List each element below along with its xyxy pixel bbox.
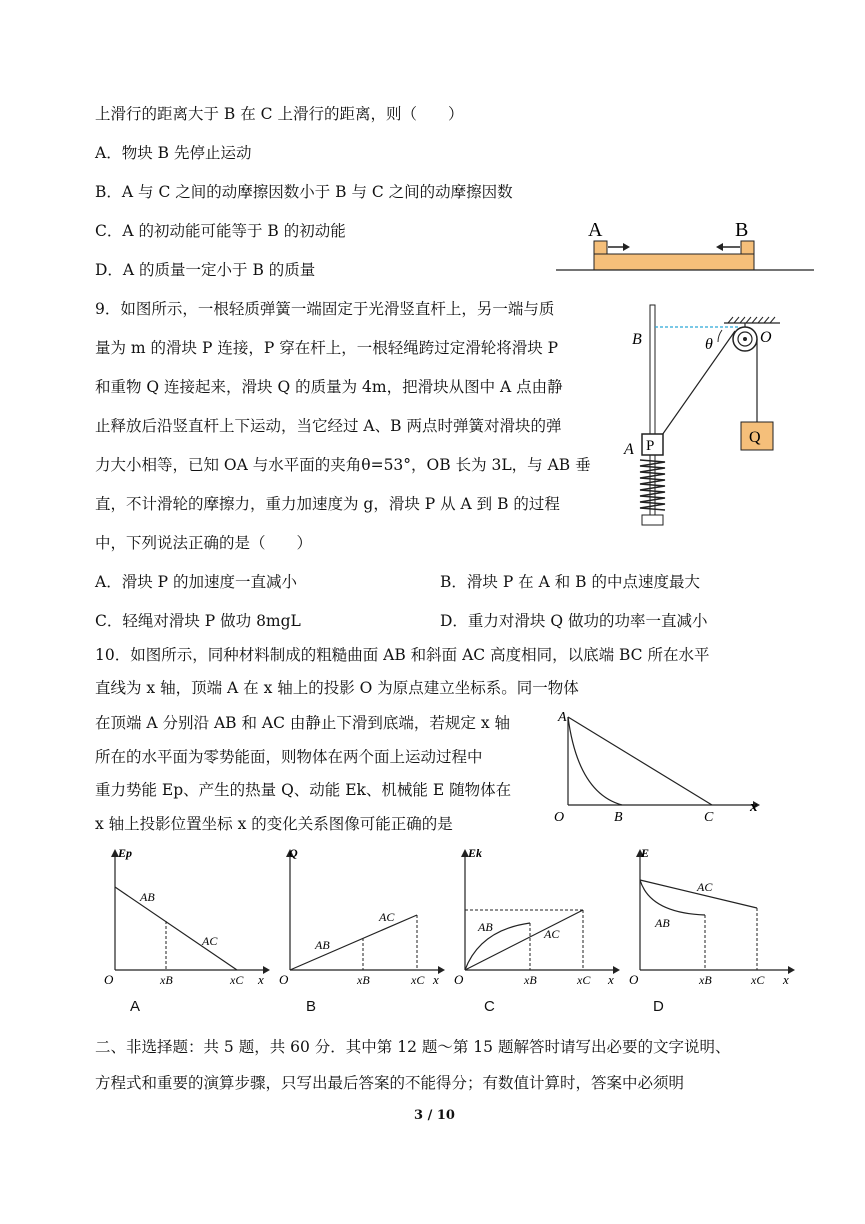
svg-text:x: x [783, 972, 789, 987]
svg-text:xC: xC [411, 973, 425, 987]
svg-text:B: B [614, 810, 623, 825]
q8-option-d: D．A 的质量一定小于 B 的质量 [95, 261, 316, 279]
svg-text:xC: xC [751, 973, 765, 987]
q8-option-b: B．A 与 C 之间的动摩擦因数小于 B 与 C 之间的动摩擦因数 [95, 183, 513, 201]
arrow-right-icon [623, 243, 630, 251]
svg-text:P: P [646, 438, 655, 454]
graph-b-label: B [306, 998, 317, 1015]
vertical-rod [650, 305, 655, 515]
q8-stem-tail: 上滑行的距离大于 B 在 C 上滑行的距离，则（ ） [95, 105, 464, 123]
graph-d-label: D [653, 998, 664, 1015]
svg-text:AB: AB [655, 916, 670, 930]
q9-option-a: A．滑块 P 的加速度一直减小 [95, 573, 297, 591]
svg-text:x: x [750, 799, 758, 815]
svg-text:C: C [704, 810, 714, 825]
svg-text:xB: xB [524, 973, 537, 987]
q9-option-b: B．滑块 P 在 A 和 B 的中点速度最大 [440, 573, 700, 591]
q9-line-5: 力大小相等，已知 OA 与水平面的夹角θ=53°，OB 长为 3L，与 AB 垂 [95, 456, 591, 474]
q9-line-4: 止释放后沿竖直杆上下运动，当它经过 A、B 两点时弹簧对滑块的弹 [95, 417, 562, 435]
rod-base [642, 515, 663, 525]
q8-option-c: C．A 的初动能可能等于 B 的初动能 [95, 222, 346, 240]
svg-text:O: O [554, 810, 565, 825]
svg-text:Q: Q [289, 846, 298, 860]
q8-figure [550, 212, 820, 277]
q10-line-3: 在顶端 A 分别沿 AB 和 AC 由静止下滑到底端，若规定 x 轴 [95, 714, 510, 732]
q9-line-1: 9．如图所示，一根轻质弹簧一端固定于光滑竖直杆上，另一端与质 [95, 300, 555, 318]
block-a [594, 241, 607, 254]
graph-d [625, 845, 800, 990]
rope-to-p [660, 331, 735, 438]
svg-text:xB: xB [357, 973, 370, 987]
graph-a-label: A [130, 998, 141, 1015]
curve-ab [568, 717, 622, 805]
section2-line-1: 二、非选择题：共 5 题，共 60 分．其中第 12 题～第 15 题解答时请写出必要的文字说明、 [95, 1038, 731, 1056]
svg-text:B: B [632, 331, 642, 348]
svg-text:AC: AC [697, 880, 713, 894]
q10-figure [550, 705, 770, 825]
line-q [290, 915, 417, 970]
arrow-left-icon [716, 243, 723, 251]
incline-ac [568, 717, 712, 805]
page-number: 3 / 10 [414, 1108, 455, 1123]
svg-text:Q: Q [749, 429, 761, 446]
svg-text:AB: AB [478, 920, 493, 934]
section2-line-2: 方程式和重要的演算步骤，只写出最后答案的不能得分；有数值计算时，答案中必须明 [95, 1074, 685, 1092]
label-a: A [588, 219, 603, 241]
svg-text:O: O [629, 972, 639, 987]
q9-option-c: C．轻绳对滑块 P 做功 8mgL [95, 612, 301, 630]
svg-text:E: E [641, 846, 650, 860]
spring-icon [640, 460, 665, 510]
svg-text:AC: AC [379, 910, 395, 924]
svg-text:θ: θ [705, 336, 713, 353]
svg-text:O: O [279, 972, 289, 987]
q10-line-4: 所在的水平面为零势能面，则物体在两个面上运动过程中 [95, 748, 483, 766]
svg-text:xC: xC [577, 973, 591, 987]
svg-text:AB: AB [315, 938, 330, 952]
svg-text:x: x [608, 972, 614, 987]
curve-ek-ab [465, 923, 530, 970]
graph-c-label: C [484, 998, 495, 1015]
q9-line-3: 和重物 Q 连接起来，滑块 Q 的质量为 4m，把滑块从图中 A 点由静 [95, 378, 563, 396]
graph-a [100, 845, 275, 990]
q10-line-2: 直线为 x 轴，顶端 A 在 x 轴上的投影 O 为原点建立坐标系。同一物体 [95, 679, 579, 697]
svg-text:x: x [433, 972, 439, 987]
svg-text:AC: AC [202, 934, 218, 948]
svg-text:xB: xB [699, 973, 712, 987]
svg-text:O: O [454, 972, 464, 987]
svg-text:A: A [624, 441, 634, 458]
q9-line-2: 量为 m 的滑块 P 连接，P 穿在杆上，一根轻绳跨过定滑轮将滑块 P [95, 339, 559, 357]
svg-text:O: O [760, 329, 772, 346]
svg-text:Ep: Ep [118, 846, 133, 860]
svg-text:xB: xB [160, 973, 173, 987]
block-b [741, 241, 754, 254]
q9-line-7: 中，下列说法正确的是（ ） [95, 534, 313, 552]
q10-line-1: 10．如图所示，同种材料制成的粗糙曲面 AB 和斜面 AC 高度相同，以底端 BC 所在水平 [95, 646, 710, 664]
svg-text:AC: AC [544, 927, 560, 941]
label-b: B [735, 219, 749, 241]
graph-c [450, 845, 625, 990]
q9-option-d: D．重力对滑块 Q 做功的功率一直减小 [440, 612, 708, 630]
svg-text:x: x [258, 972, 264, 987]
line-ab-ac [115, 887, 237, 970]
graph-b [275, 845, 450, 990]
svg-text:A: A [558, 710, 567, 725]
q9-figure [620, 300, 790, 535]
curve-e-ab [640, 880, 705, 915]
svg-text:xC: xC [230, 973, 244, 987]
q9-line-6: 直，不计滑轮的摩擦力，重力加速度为 g，滑块 P 从 A 到 B 的过程 [95, 495, 560, 513]
line-ek-ac [465, 910, 583, 970]
q10-line-5: 重力势能 Ep、产生的热量 Q、动能 Ek、机械能 E 随物体在 [95, 781, 512, 799]
board [594, 254, 754, 270]
q10-line-6: x 轴上投影位置坐标 x 的变化关系图像可能正确的是 [95, 815, 453, 833]
svg-text:Ek: Ek [468, 846, 483, 860]
q8-option-a: A．物块 B 先停止运动 [95, 144, 252, 162]
svg-text:AB: AB [140, 890, 155, 904]
svg-text:O: O [104, 972, 114, 987]
